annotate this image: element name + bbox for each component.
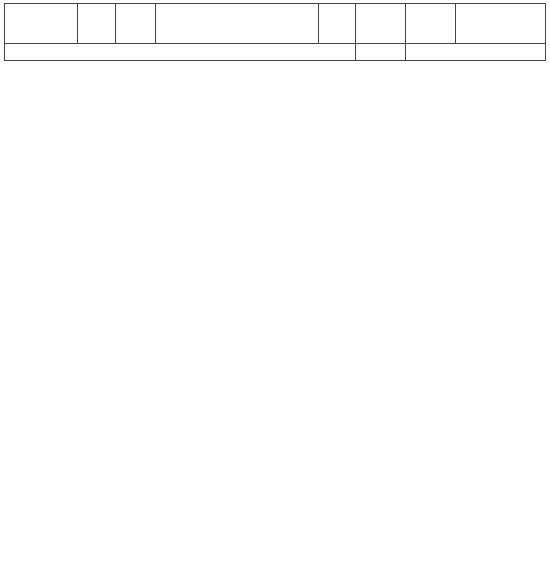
header-fee	[406, 4, 456, 44]
school-total-plan	[356, 44, 406, 61]
enrollment-plan-table	[4, 3, 546, 61]
table-body	[5, 44, 546, 61]
header-plan	[356, 4, 406, 44]
school-section-row	[5, 44, 546, 61]
header-requirement	[78, 4, 116, 44]
school-name	[5, 44, 356, 61]
table-header-row	[5, 4, 546, 44]
header-notes	[456, 4, 546, 44]
header-name	[156, 4, 319, 44]
header-group-code	[5, 4, 78, 44]
enrollment-plan-sheet	[4, 3, 545, 61]
school-blank-cell	[406, 44, 546, 61]
header-duration	[319, 4, 356, 44]
header-major-code	[116, 4, 156, 44]
